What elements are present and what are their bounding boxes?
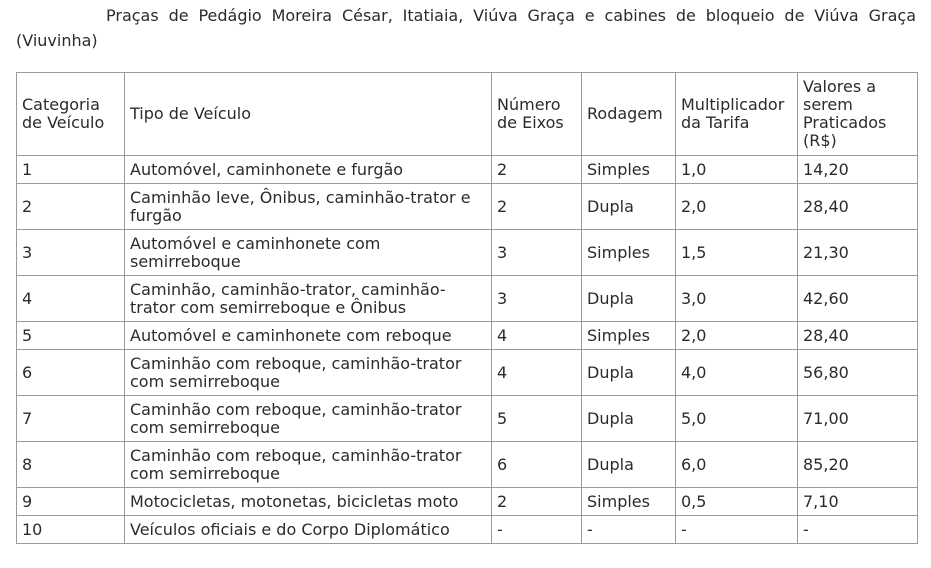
table-row xyxy=(17,350,918,396)
header-eixos: Número de Eixos xyxy=(492,73,582,156)
cell-valor: 71,00 xyxy=(798,396,918,442)
cell-tipo: Automóvel, caminhonete e furgão xyxy=(125,156,492,184)
cell-multiplicador: 3,0 xyxy=(676,276,798,322)
cell-tipo: Caminhão leve, Ônibus, caminhão-trator e furgão xyxy=(125,184,492,230)
cell-valor: 56,80 xyxy=(798,350,918,396)
table-row xyxy=(17,396,918,442)
cell-multiplicador: 5,0 xyxy=(676,396,798,442)
cell-tipo: Automóvel e caminhonete com semirreboque xyxy=(125,230,492,276)
cell-eixos: 2 xyxy=(492,156,582,184)
cell-categoria: 5 xyxy=(17,322,125,350)
table-row xyxy=(17,184,918,230)
cell-tipo: Veículos oficiais e do Corpo Diplomático xyxy=(125,516,492,544)
table-row xyxy=(17,442,918,488)
cell-valor: 28,40 xyxy=(798,184,918,230)
cell-valor: 21,30 xyxy=(798,230,918,276)
cell-rodagem: Simples xyxy=(582,322,676,350)
cell-rodagem: Dupla xyxy=(582,276,676,322)
cell-eixos: 2 xyxy=(492,184,582,230)
header-categoria: Categoria de Veículo xyxy=(17,73,125,156)
cell-eixos: 3 xyxy=(492,230,582,276)
cell-categoria: 3 xyxy=(17,230,125,276)
table-row xyxy=(17,156,918,184)
cell-categoria: 7 xyxy=(17,396,125,442)
cell-categoria: 2 xyxy=(17,184,125,230)
header-multiplicador: Multiplicador da Tarifa xyxy=(676,73,798,156)
cell-multiplicador: 2,0 xyxy=(676,322,798,350)
table-header-row xyxy=(17,73,918,156)
cell-valor: - xyxy=(798,516,918,544)
cell-multiplicador: 6,0 xyxy=(676,442,798,488)
header-tipo: Tipo de Veículo xyxy=(125,73,492,156)
cell-multiplicador: 2,0 xyxy=(676,184,798,230)
cell-rodagem: Simples xyxy=(582,488,676,516)
cell-tipo: Automóvel e caminhonete com reboque xyxy=(125,322,492,350)
cell-multiplicador: 1,5 xyxy=(676,230,798,276)
cell-eixos: 2 xyxy=(492,488,582,516)
cell-categoria: 1 xyxy=(17,156,125,184)
cell-eixos: 4 xyxy=(492,350,582,396)
header-valores: Valores a serem Praticados (R$) xyxy=(798,73,918,156)
cell-multiplicador: 1,0 xyxy=(676,156,798,184)
table-row xyxy=(17,230,918,276)
cell-eixos: 3 xyxy=(492,276,582,322)
cell-categoria: 6 xyxy=(17,350,125,396)
table-row xyxy=(17,322,918,350)
cell-rodagem: Dupla xyxy=(582,396,676,442)
cell-valor: 28,40 xyxy=(798,322,918,350)
cell-valor: 14,20 xyxy=(798,156,918,184)
cell-tipo: Caminhão, caminhão-trator, caminhão-trator com semirreboque e Ônibus xyxy=(125,276,492,322)
cell-rodagem: Dupla xyxy=(582,350,676,396)
cell-multiplicador: 0,5 xyxy=(676,488,798,516)
cell-categoria: 8 xyxy=(17,442,125,488)
cell-categoria: 10 xyxy=(17,516,125,544)
cell-eixos: 6 xyxy=(492,442,582,488)
table-row xyxy=(17,488,918,516)
cell-rodagem: - xyxy=(582,516,676,544)
table-row xyxy=(17,276,918,322)
cell-eixos: 5 xyxy=(492,396,582,442)
cell-tipo: Caminhão com reboque, caminhão-trator com semirreboque xyxy=(125,442,492,488)
cell-rodagem: Simples xyxy=(582,230,676,276)
cell-tipo: Caminhão com reboque, caminhão-trator com semirreboque xyxy=(125,396,492,442)
cell-valor: 85,20 xyxy=(798,442,918,488)
cell-multiplicador: - xyxy=(676,516,798,544)
cell-categoria: 4 xyxy=(17,276,125,322)
cell-rodagem: Dupla xyxy=(582,442,676,488)
cell-rodagem: Dupla xyxy=(582,184,676,230)
cell-categoria: 9 xyxy=(17,488,125,516)
cell-multiplicador: 4,0 xyxy=(676,350,798,396)
table-row xyxy=(17,516,918,544)
cell-valor: 7,10 xyxy=(798,488,918,516)
cell-rodagem: Simples xyxy=(582,156,676,184)
cell-eixos: - xyxy=(492,516,582,544)
intro-paragraph: Praças de Pedágio Moreira César, Itatiaia, Viúva Graça e cabines de bloqueio de Viúva Graça (Viuvinha) xyxy=(16,6,916,50)
cell-eixos: 4 xyxy=(492,322,582,350)
cell-tipo: Motocicletas, motonetas, bicicletas moto xyxy=(125,488,492,516)
tariff-table xyxy=(16,72,918,544)
header-rodagem: Rodagem xyxy=(582,73,676,156)
cell-tipo: Caminhão com reboque, caminhão-trator com semirreboque xyxy=(125,350,492,396)
cell-valor: 42,60 xyxy=(798,276,918,322)
